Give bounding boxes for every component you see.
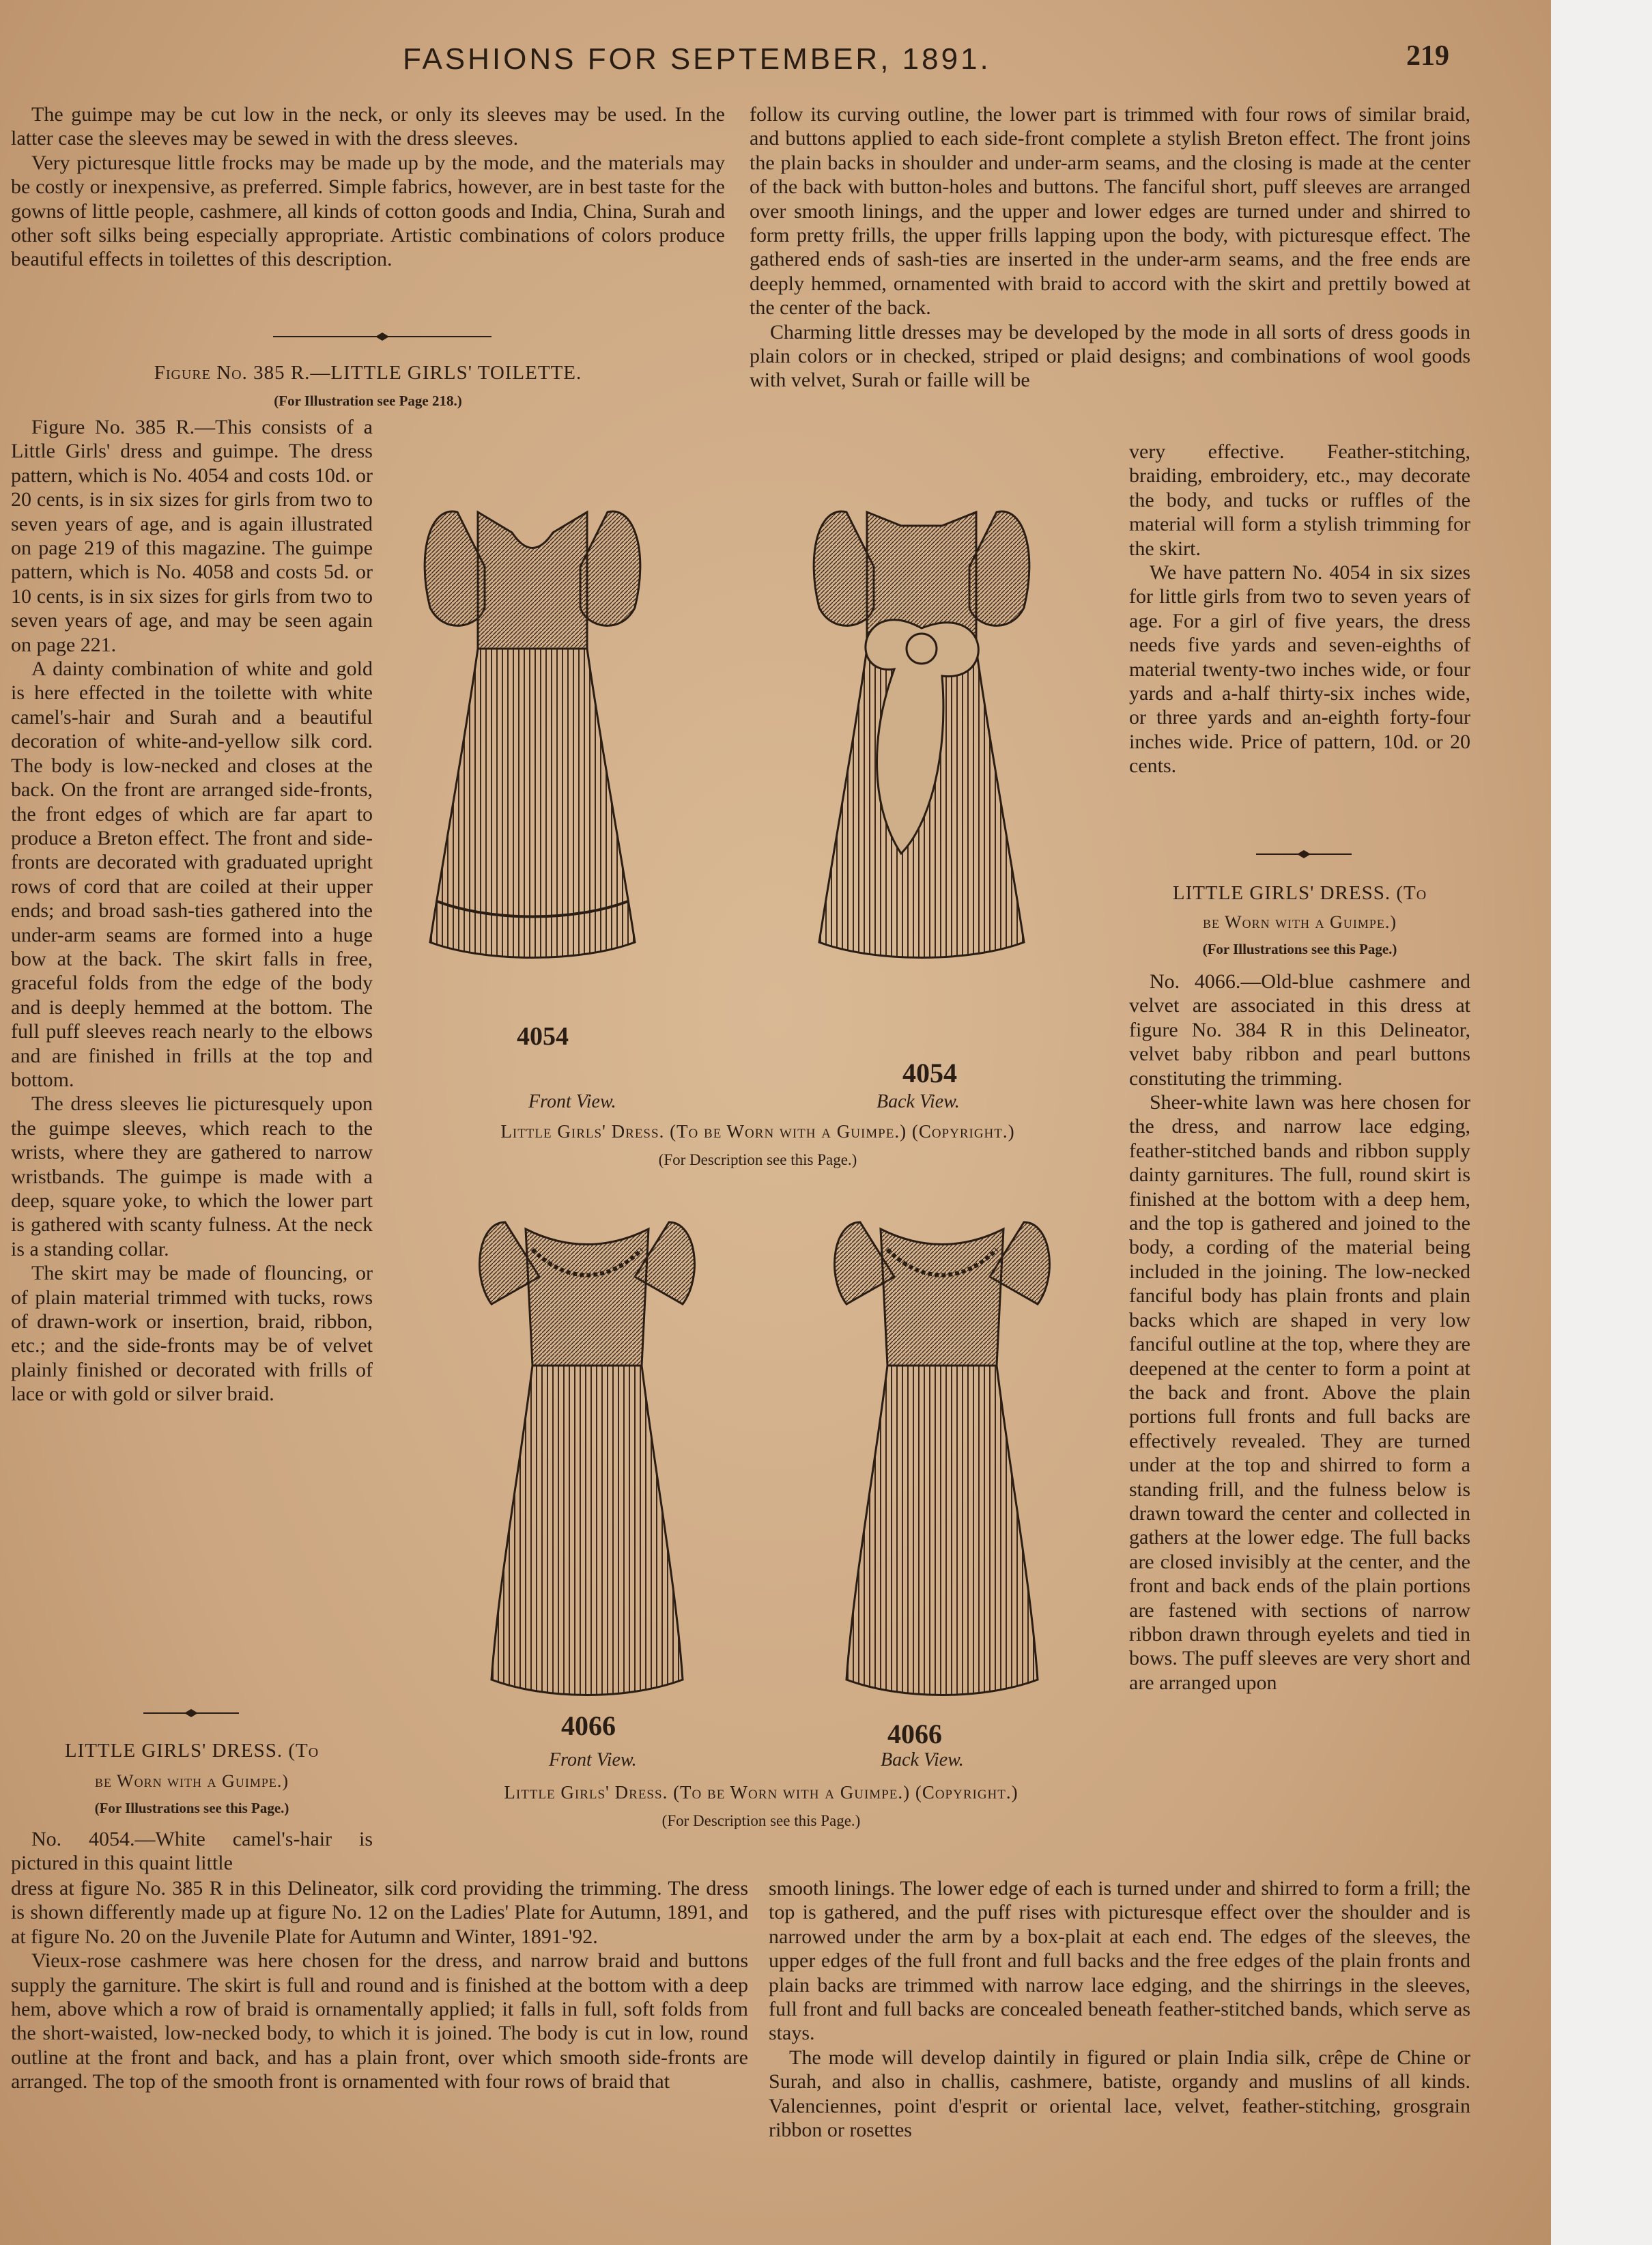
paragraph: The mode will develop daintily in figured or plain India silk, crêpe de Chine or Surah, and also in challis, cashmere, batiste, organdy and muslins of all kinds. Valenciennes, point d'esprit or oriental lace, velvet, feather-stitching, grosgrain ribbon or rosettes (769, 2046, 1470, 2142)
paragraph: smooth linings. The lower edge of each is turned under and shirred to form a frill; the top is gathered, and the puff rises with picturesque effect over the shoulder and is narrowed under the arm by a box-plait at each end. The edges of the sleeves, the upper edges of the full front and full backs and the free edges of the plain fronts and plain backs are trimmed with narrow lace edging, and the shirrings in the sleeves, full front and full backs are concealed beneath feather-stitched bands, which serve as stays. (769, 1877, 1470, 2045)
paragraph: Figure No. 385 R.—This consists of a Little Girls' dress and guimpe. The dress pattern, which is No. 4054 and costs 10d. or 20 cents, is in six sizes for girls from two to seven years of age, and is again illustrated on page 219 of this magazine. The guimpe pattern, which is No. 4058 and costs 5d. or 10 cents, is in six sizes for girls from two to seven years of age, and may be seen again on page 221. (11, 416, 373, 656)
paragraph: Vieux-rose cashmere was here chosen for the dress, and narrow braid and buttons supply the garniture. The skirt is full and round and is finished at the bottom with a deep hem, above which a row of braid is ornamentally applied; it falls in full, soft folds from the short-waisted, low-necked body, to which it is joined. The body is cut in low, round outline at the front and back, and has a plain front, over which smooth side-fronts are arranged. The top of the smooth front is ornamented with four rows of braid that (11, 1949, 748, 2093)
middle-column-top (750, 102, 1470, 393)
dress-4054-caption: Little Girls' Dress. (To be Worn with a Guimpe.) (Copyright.) (500, 1121, 1015, 1142)
left-bottom-first (11, 1827, 373, 1876)
scan-margin (1551, 0, 1652, 2245)
right-column-main (1129, 970, 1470, 1695)
dress-4054-note: (For Description see this Page.) (658, 1151, 857, 1168)
dress-4066-front (480, 1222, 695, 1695)
dress4054-heading-line1: LITTLE GIRLS' DRESS. (To (64, 1740, 319, 1762)
fig385-heading: Figure No. 385 R.—LITTLE GIRLS' TOILETTE. (154, 362, 582, 384)
dress-4054-front-number: 4054 (517, 1022, 569, 1051)
dress4066-heading-line2: be Worn with a Guimpe.) (1203, 912, 1397, 932)
dress4054-note: (For Illustrations see this Page.) (94, 1800, 289, 1816)
section-divider (1256, 844, 1352, 864)
paragraph: Very picturesque little frocks may be made up by the mode, and the materials may be costly or inexpensive, as preferred. Simple fabrics, however, are in best taste for the gowns of little people, cashmere, all kinds of cotton goods and India, China, Surah and other soft silks being especially appropriate. Artistic combinations of colors produce beautiful effects in toilettes of this description. (11, 151, 725, 271)
dress-4054-back-view-label: Back View. (877, 1091, 960, 1112)
middle-column-bottom (769, 1876, 1470, 2142)
paragraph: The guimpe may be cut low in the neck, or only its sleeves may be used. In the latter case the sleeves may be sewed in with the dress sleeves. (11, 103, 725, 150)
paragraph: Sheer-white lawn was here chosen for the dress, and narrow lace edging, feather-stitched bands and ribbon supply dainty garnitures. The full, round skirt is finished at the bottom with a deep hem, and the top is gathered and joined to the body, a cording of the material being included in the joining. The low-necked fanciful body has plain fronts and plain backs which are shaped in very low fanciful outline at the top, where they are deepened at the center to form a point at the back and front. Above the plain portions full fronts and full backs are effectively revealed. They are turned under at the top and shirred to form a standing frill, and the fulness below is drawn toward the center and collected in gathers at the lower edge. The full backs are closed invisibly at the center, and the front and back ends of the plain portions are fastened with sections of narrow ribbon drawn through eyelets and tied in bows. The puff sleeves are very short and are arranged upon (1129, 1091, 1470, 1694)
paragraph: follow its curving outline, the lower part is trimmed with four rows of similar braid, and buttons applied to each side-front complete a stylish Breton effect. The front joins the plain backs in shoulder and under-arm seams, and the closing is made at the center of the back with button-holes and buttons. The fanciful short, puff sleeves are arranged over smooth linings, and the upper and lower edges are turned under and shirred to form pretty frills, the upper frills lapping upon the body, with picturesque effect. The gathered ends of sash-ties are inserted in the under-arm seams, and the free ends are deeply hemmed, ornamented with braid to accord with the skirt and prettily bowed at the center of the back. (750, 103, 1470, 320)
paragraph: We have pattern No. 4054 in six sizes for little girls from two to seven years of age. For a girl of five years, the dress needs five yards and seven-eighths of material twenty-two inches wide, or four yards and a-half thirty-six inches wide, or three yards and an-eighth forty-four inches wide. Price of pattern, 10d. or 20 cents. (1129, 561, 1470, 778)
dress-4054-front (425, 511, 640, 957)
paragraph: very effective. Feather-stitching, braiding, embroidery, etc., may decorate the body, and tucks or ruffles of the material will form a stylish trimming for the skirt. (1129, 440, 1470, 560)
paragraph: No. 4066.—Old-blue cashmere and velvet are associated in this dress at figure No. 384 R in this Delineator, velvet baby ribbon and pearl buttons constituting the trimming. (1129, 970, 1470, 1090)
dress-4066-back-number: 4066 (887, 1719, 942, 1749)
dress-4054-front-view-label: Front View. (528, 1091, 616, 1112)
paragraph: The skirt may be made of flouncing, or of plain material trimmed with tucks, rows of drawn-work or insertion, braid, ribbon, etc.; and the side-fronts may be of velvet plainly finished or decorated with frills of lace or with gold or silver braid. (11, 1262, 373, 1406)
section-divider (273, 326, 492, 347)
left-narrow-column (11, 415, 373, 1407)
dress-4066-back-view-label: Back View. (881, 1749, 964, 1770)
dress-4066-note: (For Description see this Page.) (661, 1812, 861, 1829)
dress-4066-illustration (464, 1202, 1120, 1721)
dress-4066-back (835, 1222, 1050, 1695)
dress-4054-back-number: 4054 (902, 1058, 957, 1088)
left-bottom-column (11, 1876, 748, 2094)
right-column-top (1129, 440, 1470, 778)
dress-4066-front-number: 4066 (561, 1710, 616, 1741)
dress-4054-back (814, 511, 1029, 957)
dress4066-heading-line1: LITTLE GIRLS' DRESS. (To (1172, 882, 1427, 904)
paragraph: A dainty combination of white and gold is here effected in the toilette with white camel's-hair and Surah and a beautiful decoration of white-and-yellow silk cord. The body is low-necked and closes at the back. On the front are arranged side-fronts, the front edges of which are far apart to produce a Breton effect. The front and side-fronts are decorated with graduated upright rows of cord that are coiled at their upper ends; and broad sash-ties gathered into the under-arm seams are formed into a huge bow at the back. The skirt falls in free, graceful folds from the edge of the body and is deeply hemmed at the bottom. The full puff sleeves reach nearly to the elbows and are finished in frills at the top and bottom. (11, 658, 373, 1091)
dress-4054-illustration (403, 471, 1126, 1058)
paragraph: No. 4054.—White camel's-hair is pictured in this quaint little (11, 1828, 373, 1875)
fig385-note: (For Illustration see Page 218.) (274, 393, 462, 409)
left-column-intro (11, 102, 725, 272)
dress-4066-front-view-label: Front View. (549, 1749, 637, 1770)
running-header: FASHIONS FOR SEPTEMBER, 1891. (403, 42, 991, 76)
paragraph: Charming little dresses may be developed by the mode in all sorts of dress goods in plain colors or in checked, striped or plaid designs; and combinations of wool goods with velvet, Surah or faille will be (750, 320, 1470, 392)
section-divider (143, 1703, 239, 1723)
page-number: 219 (1406, 40, 1449, 72)
paragraph: The dress sleeves lie picturesquely upon the guimpe sleeves, which reach to the wrists, where they are gathered to narrow wristbands. The guimpe is made with a deep, square yoke, to which the lower part is gathered with scanty fulness. At the neck is a standing collar. (11, 1092, 373, 1260)
dress-4066-caption: Little Girls' Dress. (To be Worn with a Guimpe.) (Copyright.) (504, 1782, 1019, 1803)
dress4066-note: (For Illustrations see this Page.) (1202, 941, 1397, 957)
paragraph: dress at figure No. 385 R in this Delineator, silk cord providing the trimming. The dress is shown differently made up at figure No. 12 on the Ladies' Plate for Autumn, 1891, and at figure No. 20 on the Juvenile Plate for Autumn and Winter, 1891-'92. (11, 1877, 748, 1948)
dress4054-heading-line2: be Worn with a Guimpe.) (95, 1771, 289, 1791)
